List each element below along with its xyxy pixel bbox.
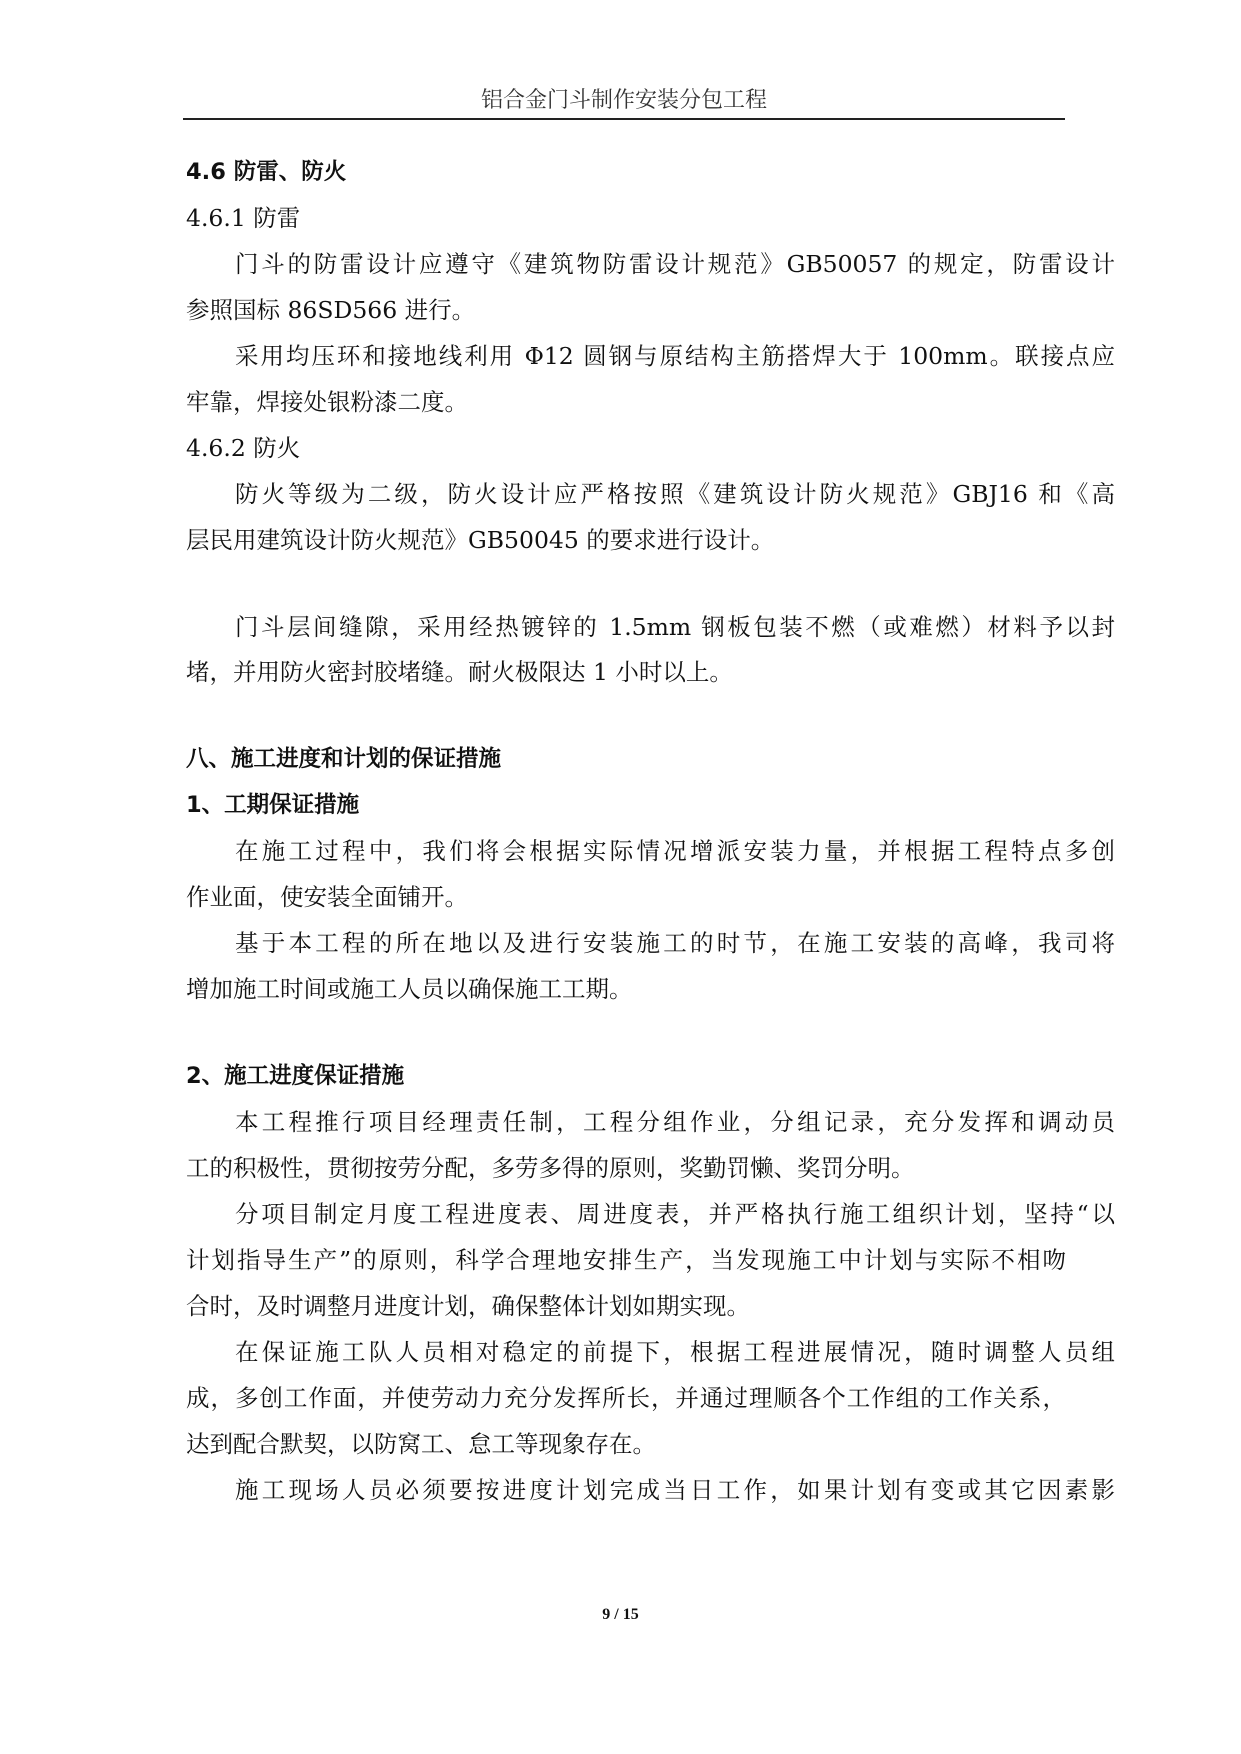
paragraph-line: 防火等级为二级，防火设计应严格按照《建筑设计防火规范》GBJ16 和《高 (235, 480, 1115, 508)
paragraph-line: 本工程推行项目经理责任制，工程分组作业，分组记录，充分发挥和调动员 (235, 1108, 1115, 1136)
paragraph-line: 层民用建筑设计防火规范》GB50045 的要求进行设计。 (186, 526, 775, 554)
subsection-heading-4-6-2: 4.6.2 防火 (186, 434, 301, 462)
paragraph-line: 计划指导生产”的原则，科学合理地安排生产，当发现施工中计划与实际不相吻 (186, 1246, 1066, 1274)
paragraph-line: 作业面，使安装全面铺开。 (186, 883, 468, 911)
paragraph-line: 参照国标 86SD566 进行。 (186, 296, 476, 324)
paragraph-line: 门斗的防雷设计应遵守《建筑物防雷设计规范》GB50057 的规定，防雷设计 (235, 250, 1115, 278)
page-header (183, 84, 1065, 120)
paragraph-line: 采用均压环和接地线利用 Φ12 圆钢与原结构主筋搭焊大于 100mm。联接点应 (235, 342, 1115, 370)
subsection-heading-4-6-1: 4.6.1 防雷 (186, 204, 301, 232)
paragraph-line: 堵，并用防火密封胶堵缝。耐火极限达 1 小时以上。 (186, 658, 733, 686)
section-heading-8-1: 1、工期保证措施 (186, 792, 360, 818)
paragraph-line: 在施工过程中，我们将会根据实际情况增派安装力量，并根据工程特点多创 (235, 837, 1115, 865)
section-heading-8: 八、施工进度和计划的保证措施 (186, 746, 502, 772)
paragraph-line: 牢靠，焊接处银粉漆二度。 (186, 388, 468, 416)
paragraph-line: 成，多创工作面，并使劳动力充分发挥所长，并通过理顺各个工作组的工作关系， (186, 1384, 1066, 1412)
page-footer (0, 1606, 1241, 1624)
paragraph-line: 施工现场人员必须要按进度计划完成当日工作，如果计划有变或其它因素影 (235, 1476, 1115, 1504)
section-heading-4-6: 4.6 防雷、防火 (186, 159, 347, 185)
paragraph-line: 合时，及时调整月进度计划，确保整体计划如期实现。 (186, 1292, 750, 1320)
paragraph-line: 增加施工时间或施工人员以确保施工工期。 (186, 975, 633, 1003)
section-heading-8-2: 2、施工进度保证措施 (186, 1063, 405, 1089)
paragraph-line: 工的积极性，贯彻按劳分配，多劳多得的原则，奖勤罚懒、奖罚分明。 (186, 1154, 915, 1182)
paragraph-line: 分项目制定月度工程进度表、周进度表，并严格执行施工组织计划，坚持“以 (235, 1200, 1115, 1228)
paragraph-line: 门斗层间缝隙，采用经热镀锌的 1.5mm 钢板包装不燃（或难燃）材料予以封 (235, 613, 1115, 641)
paragraph-line: 达到配合默契，以防窝工、怠工等现象存在。 (186, 1430, 656, 1458)
paragraph-line: 在保证施工队人员相对稳定的前提下，根据工程进展情况，随时调整人员组 (235, 1338, 1115, 1366)
document-title: 铝合金门斗制作安装分包工程 (480, 88, 767, 113)
page-number: 9 / 15 (602, 1606, 639, 1623)
paragraph-line: 基于本工程的所在地以及进行安装施工的时节，在施工安装的高峰，我司将 (235, 929, 1115, 957)
